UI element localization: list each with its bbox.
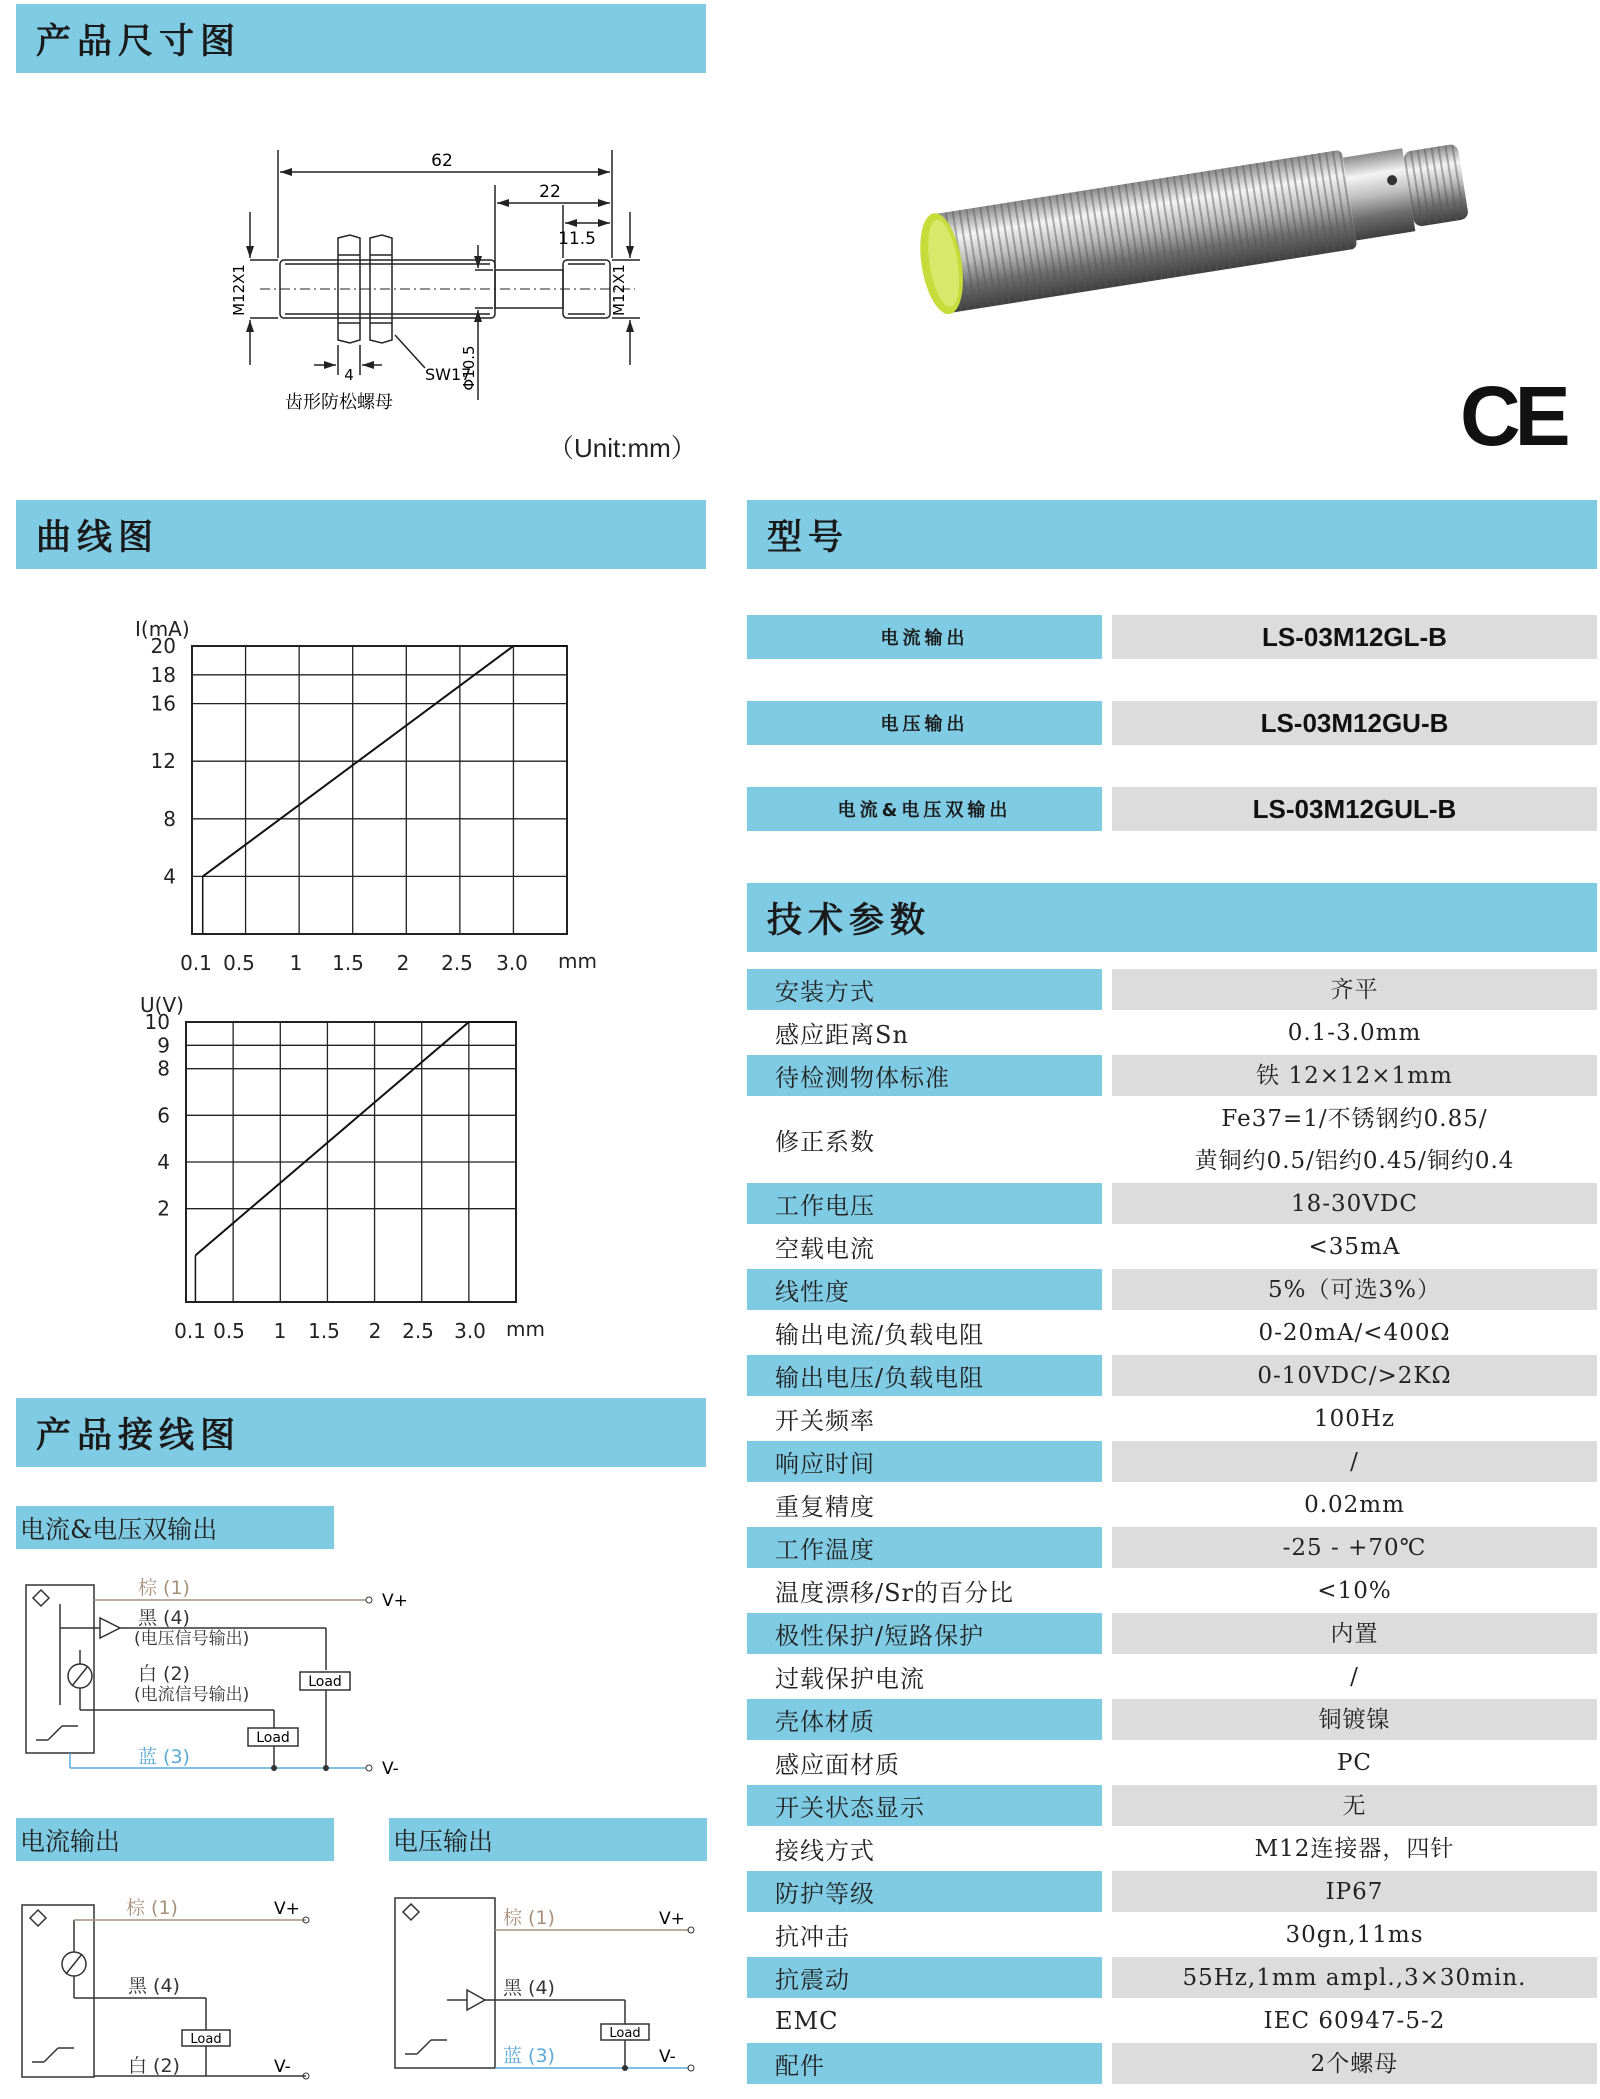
y-tick-label: 18 [150,662,176,687]
x-tick-label: 1.5 [308,1319,340,1343]
spec-value: 无 [1112,1785,1597,1826]
spec-row [747,1398,1597,1439]
model-value: LS-03M12GL-B [1112,615,1597,659]
v-plus-label: V+ [274,1899,300,1919]
spec-value: <10% [1317,1577,1392,1604]
spec-row [747,1914,1597,1955]
wire-black-label: 黑 (4) [503,1977,555,1999]
spec-value: 0-20mA/<400Ω [1258,1319,1451,1346]
y-tick-label: 8 [163,806,176,831]
spec-label: 工作电压 [747,1183,1102,1224]
spec-label: 抗冲击 [775,1923,850,1951]
x-tick-label: 3.0 [496,951,528,975]
spec-label: 壳体材质 [747,1699,1102,1740]
dim-22-label: 22 [539,182,561,202]
spec-row [747,1183,1597,1224]
spec-label: 抗震动 [747,1957,1102,1998]
spec-row [747,1656,1597,1697]
spec-label: 修正系数 [775,1128,875,1156]
ce-mark: CE [1460,369,1565,463]
y-tick-label: 12 [150,749,176,774]
diameter-label: Φ10.5 [460,345,478,391]
x-tick-label: 0.5 [213,1319,245,1343]
spec-row [747,1828,1597,1869]
spec-row [747,1742,1597,1783]
section-header-wiring: 产品接线图 [16,1398,706,1467]
x-tick-label: 0.1 [180,951,212,975]
current-curve-chart [0,610,720,975]
spec-value: PC [1336,1749,1373,1776]
x-tick-label: 2 [396,951,410,975]
y-tick-label: 4 [157,1150,170,1174]
x-tick-label: 0.5 [223,951,255,975]
spec-row [747,1355,1597,1396]
load-box-label: Load [609,2026,641,2041]
spec-row [747,1484,1597,1525]
wiring-voltage-title: 电压输出 [389,1818,707,1861]
spec-label: 过载保护电流 [775,1665,925,1693]
y-tick-label: 6 [157,1103,170,1128]
spec-value: 齐平 [1112,969,1597,1010]
y-tick-label: 8 [157,1056,170,1081]
spec-value: 0-10VDC/>2KΩ [1112,1355,1597,1396]
spec-row [747,1871,1597,1912]
spec-label: 响应时间 [747,1441,1102,1482]
spec-value: 18-30VDC [1112,1183,1597,1224]
y-tick-label: 4 [163,864,176,889]
spec-row [747,1527,1597,1568]
spec-label: 防护等级 [747,1871,1102,1912]
wire-blue-label: 蓝 (3) [503,2045,555,2067]
model-value: LS-03M12GUL-B [1112,787,1597,831]
x-tick-label: 1.5 [332,951,364,975]
x-tick-label: 1 [289,951,303,975]
spec-row [747,1699,1597,1740]
spec-label: 温度漂移/Sr的百分比 [775,1579,1014,1607]
y-tick-label: 10 [144,1010,170,1034]
y-tick-label: 20 [150,634,176,658]
x-tick-label: 3.0 [454,1319,486,1343]
spec-row [747,1312,1597,1353]
wiring-dual-title: 电流&电压双输出 [16,1506,334,1549]
spec-value: 铜镀镍 [1112,1699,1597,1740]
spec-label: 开关频率 [775,1407,875,1435]
spec-value: 铁 12×12×1mm [1112,1055,1597,1096]
spec-row [747,1269,1597,1310]
unit-label: （Unit:mm） [548,433,697,463]
load-box-label: Load [190,2032,222,2047]
y-tick-label: 16 [150,691,176,716]
x-axis-label: mm [558,949,597,973]
model-label: 电流&电压双输出 [747,787,1102,831]
spec-value: 0.1-3.0mm [1287,1019,1422,1046]
spec-row [747,1055,1597,1096]
spec-label: 配件 [747,2043,1102,2084]
spec-label: 输出电压/负载电阻 [747,1355,1102,1396]
spec-row [747,2043,1597,2084]
spec-label: 重复精度 [775,1493,875,1521]
load-box-label: Load [308,1674,342,1690]
section-header-models: 型号 [747,500,1597,569]
spec-value: 55Hz,1mm ampl.,3×30min. [1112,1957,1597,1998]
spec-row [747,1613,1597,1654]
wire-white-label: 白 (2) [128,2055,180,2077]
model-row [747,615,1597,659]
model-label: 电流输出 [747,615,1102,659]
spec-row [747,1226,1597,1267]
wire-brown-label: 棕 (1) [503,1907,555,1929]
spec-label: 开关状态显示 [747,1785,1102,1826]
spec-row [747,969,1597,1010]
spec-label: EMC [775,2006,839,2035]
wiring-current-diagram [16,1880,346,2095]
x-tick-label: 1 [273,1319,287,1343]
thread-left-label: M12X1 [230,264,248,316]
nut-label: 齿形防松螺母 [285,392,393,413]
x-tick-label: 0.1 [174,1319,206,1343]
spec-label: 感应距离Sn [775,1021,909,1049]
wiring-voltage-diagram [389,1880,709,2095]
load-box-label: Load [256,1730,290,1746]
thread-right-label: M12X1 [610,264,628,316]
wire-white-note: (电流信号输出) [134,1685,250,1705]
y-tick-label: 9 [157,1033,170,1058]
spec-label: 安装方式 [747,969,1102,1010]
series-line [195,1022,516,1255]
spec-value: <35mA [1308,1233,1401,1260]
nut-width-label: 4 [344,366,354,384]
wire-brown-label: 棕 (1) [126,1897,178,1919]
section-header-dimensions: 产品尺寸图 [16,4,706,73]
spec-value: IEC 60947-5-2 [1263,2007,1446,2034]
v-plus-label: V+ [659,1909,685,1929]
model-row [747,787,1597,831]
spec-value: / [1350,1663,1359,1690]
y-axis-label: U(V) [140,993,184,1017]
spec-value: M12连接器，四针 [1254,1835,1455,1862]
spec-value: / [1112,1441,1597,1482]
voltage-curve-chart [0,985,720,1343]
spec-value: 5%（可选3%） [1112,1269,1597,1310]
model-value: LS-03M12GU-B [1112,701,1597,745]
model-row [747,701,1597,745]
spec-label: 线性度 [747,1269,1102,1310]
y-tick-label: 2 [157,1196,170,1221]
spec-row [747,1957,1597,1998]
y-axis-label: I(mA) [135,617,190,641]
spec-row [747,1785,1597,1826]
v-minus-label: V- [659,2047,676,2067]
spec-value: IP67 [1112,1871,1597,1912]
wrench-size-label: SW17 [425,365,472,384]
spec-label: 感应面材质 [775,1751,900,1779]
wire-white-label: 白 (2) [138,1663,190,1685]
wire-brown-label: 棕 (1) [138,1577,190,1599]
wiring-current-title: 电流输出 [16,1818,334,1861]
spec-label: 空载电流 [775,1235,875,1263]
spec-row [747,2000,1597,2041]
wiring-dual-diagram [16,1560,436,1780]
plot-frame [192,646,567,934]
spec-value: 2个螺母 [1112,2043,1597,2084]
spec-row [747,1570,1597,1611]
spec-label: 待检测物体标准 [747,1055,1102,1096]
model-label: 电压输出 [747,701,1102,745]
spec-row [747,1098,1597,1181]
x-tick-label: 2.5 [402,1319,434,1343]
wire-black-note: (电压信号输出) [134,1629,250,1649]
spec-value: 内置 [1112,1613,1597,1654]
spec-label: 输出电流/负载电阻 [775,1321,985,1349]
spec-value: 0.02mm [1304,1491,1405,1518]
wire-black-label: 黑 (4) [128,1975,180,1997]
dim-11-5-label: 11.5 [558,229,596,249]
x-tick-label: 2 [368,1319,382,1343]
spec-value: 30gn,11ms [1285,1921,1424,1948]
wire-blue-label: 蓝 (3) [138,1746,190,1768]
section-header-specs: 技术参数 [747,883,1597,952]
v-minus-label: V- [382,1759,399,1779]
dimension-drawing [220,140,660,430]
x-axis-label: mm [506,1317,545,1341]
v-plus-label: V+ [382,1591,408,1611]
spec-value: -25 - +70℃ [1112,1527,1597,1568]
spec-value: Fe37=1/不锈钢约0.85/ 黄铜约0.5/铝约0.45/铜约0.4 [1194,1105,1515,1174]
spec-value: 100Hz [1313,1405,1396,1432]
spec-label: 工作温度 [747,1527,1102,1568]
spec-label: 极性保护/短路保护 [747,1613,1102,1654]
sensor-product-image [905,95,1475,325]
v-minus-label: V- [274,2057,291,2077]
spec-label: 接线方式 [775,1837,875,1865]
spec-row [747,1441,1597,1482]
dim-62-label: 62 [431,151,453,171]
x-tick-label: 2.5 [441,951,473,975]
spec-row [747,1012,1597,1053]
section-header-curves: 曲线图 [16,500,706,569]
wire-black-label: 黑 (4) [138,1607,190,1629]
